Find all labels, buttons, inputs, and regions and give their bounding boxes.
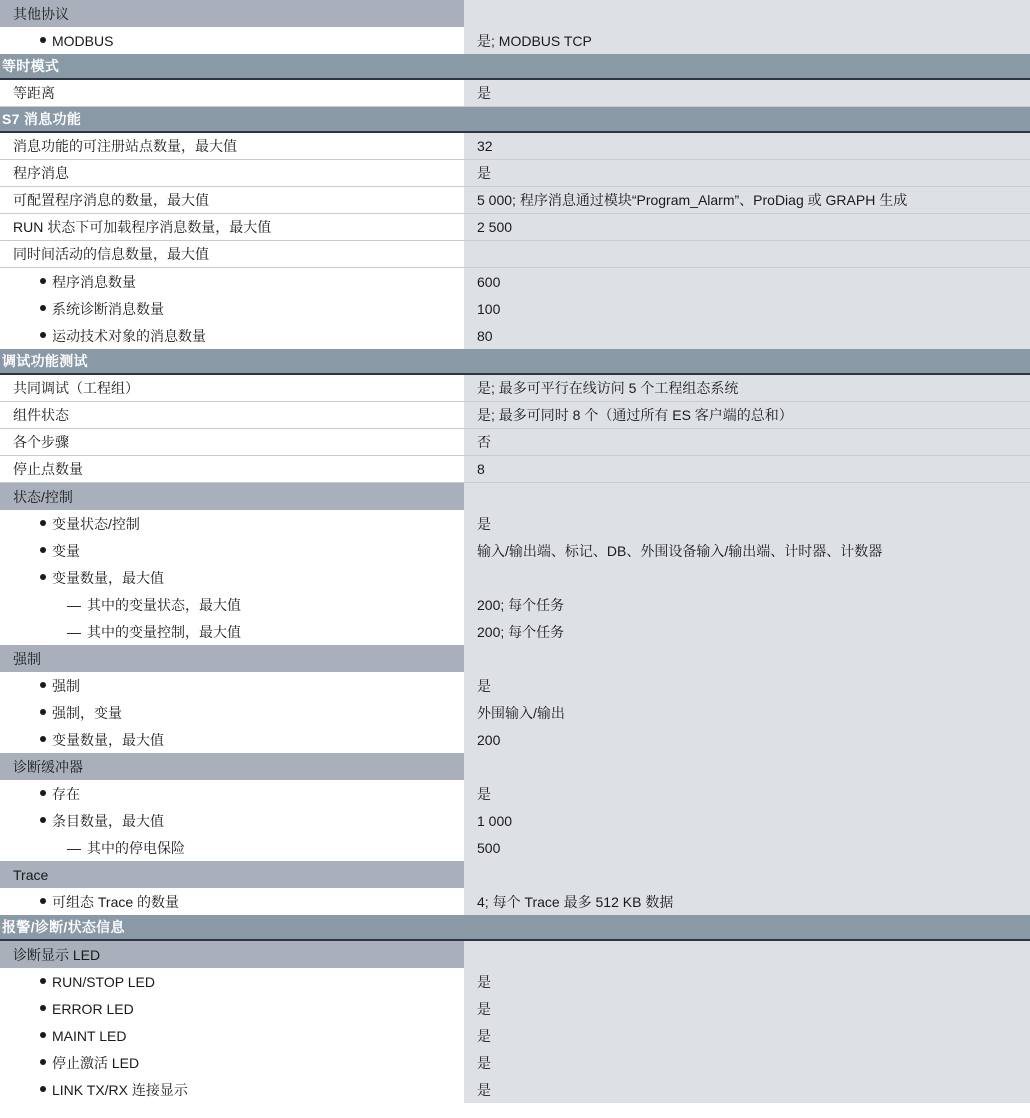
- group-row: [0, 0, 1030, 27]
- bullet-icon: [40, 332, 46, 338]
- spec-label-text: 各个步骤: [13, 434, 69, 450]
- bullet-icon: [40, 682, 46, 688]
- spec-value: 1 000: [464, 807, 1030, 834]
- spec-label: [0, 888, 464, 915]
- spec-label: [0, 618, 464, 645]
- spec-label: [0, 429, 464, 455]
- bullet-icon: [40, 1005, 46, 1011]
- spec-label: [0, 160, 464, 186]
- spec-label: [0, 1076, 464, 1103]
- spec-label-text: 存在: [52, 785, 80, 802]
- bullet-icon: [40, 1059, 46, 1065]
- spec-row: [0, 995, 1030, 1022]
- spec-label-text: 其中的变量控制，最大值: [87, 623, 241, 640]
- bullet-icon: [40, 1086, 46, 1092]
- spec-label-text: 消息功能的可注册站点数量，最大值: [13, 138, 237, 154]
- spec-value: 是; 最多可平行在线访问 5 个工程组态系统: [464, 375, 1030, 401]
- spec-row: [0, 322, 1030, 349]
- bullet-icon: [40, 790, 46, 796]
- spec-row: [0, 375, 1030, 402]
- spec-value: [464, 483, 1030, 510]
- spec-row: [0, 807, 1030, 834]
- spec-label-text: 强制: [13, 650, 41, 667]
- spec-row: [0, 214, 1030, 241]
- spec-value: 是: [464, 80, 1030, 106]
- section-header: [0, 107, 1030, 133]
- spec-value: [464, 861, 1030, 888]
- spec-value: 是: [464, 995, 1030, 1022]
- bullet-icon: [40, 520, 46, 526]
- spec-value: 是; MODBUS TCP: [464, 27, 1030, 54]
- spec-label: [0, 861, 464, 888]
- spec-row: [0, 268, 1030, 295]
- section-header: [0, 54, 1030, 80]
- dash-icon: —: [67, 839, 81, 856]
- spec-label: [0, 375, 464, 401]
- spec-value: 是: [464, 1049, 1030, 1076]
- group-row: [0, 941, 1030, 968]
- spec-value: 2 500: [464, 214, 1030, 240]
- spec-label-text: 变量数量，最大值: [52, 731, 164, 748]
- spec-label: [0, 672, 464, 699]
- spec-label-text: 变量数量，最大值: [52, 569, 164, 586]
- spec-label-text: 其他协议: [13, 5, 69, 22]
- spec-row: [0, 672, 1030, 699]
- spec-value: 8: [464, 456, 1030, 482]
- spec-label-text: 诊断显示 LED: [13, 946, 101, 963]
- spec-row: [0, 726, 1030, 753]
- spec-value: 是: [464, 510, 1030, 537]
- spec-value: [464, 241, 1030, 267]
- spec-label: [0, 80, 464, 106]
- spec-label-text: 其中的停电保险: [87, 839, 185, 856]
- spec-row: [0, 133, 1030, 160]
- section-title: 报警/诊断/状态信息: [2, 919, 125, 935]
- spec-value: 是: [464, 780, 1030, 807]
- spec-label-text: 停止激活 LED: [52, 1054, 140, 1071]
- dash-icon: —: [67, 623, 81, 640]
- spec-label: [0, 753, 464, 780]
- spec-row: [0, 429, 1030, 456]
- group-row: [0, 483, 1030, 510]
- spec-value: 是; 最多可同时 8 个（通过所有 ES 客户端的总和）: [464, 402, 1030, 428]
- spec-label: [0, 510, 464, 537]
- spec-label-text: 程序消息: [13, 165, 69, 181]
- spec-row: [0, 402, 1030, 429]
- spec-row: [0, 295, 1030, 322]
- section-title: S7 消息功能: [2, 111, 82, 127]
- group-row: [0, 861, 1030, 888]
- spec-value: 外围输入/输出: [464, 699, 1030, 726]
- spec-value: [464, 564, 1030, 591]
- spec-label: [0, 27, 464, 54]
- spec-value: 5 000; 程序消息通过模块“Program_Alarm”、ProDiag 或 GRAPH 生成: [464, 187, 1030, 213]
- spec-label: [0, 187, 464, 213]
- spec-label-text: ERROR LED: [52, 1000, 134, 1017]
- group-row: [0, 645, 1030, 672]
- bullet-icon: [40, 574, 46, 580]
- spec-row: [0, 564, 1030, 591]
- spec-label: [0, 322, 464, 349]
- spec-value: [464, 941, 1030, 968]
- spec-label-text: 程序消息数量: [52, 273, 136, 290]
- spec-value: 600: [464, 268, 1030, 295]
- spec-label-text: 条目数量，最大值: [52, 812, 164, 829]
- spec-value: 是: [464, 1076, 1030, 1103]
- spec-label: [0, 402, 464, 428]
- spec-label: [0, 268, 464, 295]
- spec-label-text: 可组态 Trace 的数量: [52, 893, 180, 910]
- spec-label: [0, 995, 464, 1022]
- group-row: [0, 753, 1030, 780]
- spec-label: [0, 214, 464, 240]
- bullet-icon: [40, 978, 46, 984]
- spec-label: [0, 295, 464, 322]
- bullet-icon: [40, 305, 46, 311]
- spec-label: [0, 133, 464, 159]
- spec-row: [0, 699, 1030, 726]
- spec-label-text: 状态/控制: [13, 488, 73, 505]
- spec-row: [0, 80, 1030, 107]
- spec-label: [0, 726, 464, 753]
- spec-row: [0, 591, 1030, 618]
- spec-value: 500: [464, 834, 1030, 861]
- spec-row: [0, 456, 1030, 483]
- section-title: 等时模式: [2, 58, 60, 74]
- spec-row: [0, 510, 1030, 537]
- spec-row: [0, 160, 1030, 187]
- spec-row: [0, 780, 1030, 807]
- spec-row: [0, 187, 1030, 214]
- spec-value: 4; 每个 Trace 最多 512 KB 数据: [464, 888, 1030, 915]
- spec-label: [0, 807, 464, 834]
- bullet-icon: [40, 37, 46, 43]
- spec-value: 是: [464, 968, 1030, 995]
- spec-label-text: 组件状态: [13, 407, 69, 423]
- section-title: 调试功能测试: [2, 353, 88, 369]
- section-header: [0, 915, 1030, 941]
- spec-row: [0, 1076, 1030, 1103]
- spec-label-text: 运动技术对象的消息数量: [52, 327, 206, 344]
- spec-label-text: 诊断缓冲器: [13, 758, 83, 775]
- spec-label-text: RUN/STOP LED: [52, 973, 155, 990]
- spec-label-text: 停止点数量: [13, 461, 83, 477]
- spec-label: [0, 780, 464, 807]
- bullet-icon: [40, 898, 46, 904]
- spec-label-text: 等距离: [13, 85, 55, 101]
- spec-label-text: 变量状态/控制: [52, 515, 140, 532]
- spec-label: [0, 564, 464, 591]
- spec-label-text: LINK TX/RX 连接显示: [52, 1081, 188, 1098]
- bullet-icon: [40, 736, 46, 742]
- spec-row: [0, 834, 1030, 861]
- spec-value: 是: [464, 160, 1030, 186]
- bullet-icon: [40, 1032, 46, 1038]
- spec-label: [0, 537, 464, 564]
- spec-label: [0, 0, 464, 27]
- dash-icon: —: [67, 596, 81, 613]
- spec-label: [0, 483, 464, 510]
- spec-row: [0, 1049, 1030, 1076]
- spec-label-text: 其中的变量状态，最大值: [87, 596, 241, 613]
- spec-label: [0, 645, 464, 672]
- spec-value: [464, 0, 1030, 27]
- spec-value: 是: [464, 1022, 1030, 1049]
- spec-label-text: 强制，变量: [52, 704, 122, 721]
- spec-row: [0, 1022, 1030, 1049]
- spec-value: 80: [464, 322, 1030, 349]
- spec-value: 32: [464, 133, 1030, 159]
- spec-row: [0, 888, 1030, 915]
- spec-label: [0, 1022, 464, 1049]
- spec-label-text: 共同调试（工程组）: [13, 380, 139, 396]
- spec-label-text: 系统诊断消息数量: [52, 300, 164, 317]
- bullet-icon: [40, 547, 46, 553]
- spec-label: [0, 968, 464, 995]
- spec-value: 200: [464, 726, 1030, 753]
- spec-label: [0, 456, 464, 482]
- spec-row: [0, 537, 1030, 564]
- spec-value: 200; 每个任务: [464, 618, 1030, 645]
- bullet-icon: [40, 709, 46, 715]
- section-header: [0, 349, 1030, 375]
- spec-row: [0, 241, 1030, 268]
- spec-label: [0, 241, 464, 267]
- spec-label-text: MODBUS: [52, 32, 114, 49]
- spec-value: 输入/输出端、标记、DB、外围设备输入/输出端、计时器、计数器: [464, 537, 1030, 564]
- spec-value: [464, 753, 1030, 780]
- spec-label: [0, 591, 464, 618]
- spec-label: [0, 1049, 464, 1076]
- spec-label-text: 同时间活动的信息数量，最大值: [13, 246, 209, 262]
- spec-row: [0, 27, 1030, 54]
- spec-label: [0, 941, 464, 968]
- bullet-icon: [40, 278, 46, 284]
- spec-label-text: Trace: [13, 866, 49, 883]
- spec-value: [464, 645, 1030, 672]
- spec-value: 否: [464, 429, 1030, 455]
- spec-value: 100: [464, 295, 1030, 322]
- spec-label-text: 可配置程序消息的数量，最大值: [13, 192, 209, 208]
- spec-row: [0, 618, 1030, 645]
- spec-label-text: 强制: [52, 677, 80, 694]
- bullet-icon: [40, 817, 46, 823]
- spec-value: 200; 每个任务: [464, 591, 1030, 618]
- spec-label-text: 变量: [52, 542, 80, 559]
- spec-row: [0, 968, 1030, 995]
- spec-label-text: MAINT LED: [52, 1027, 127, 1044]
- spec-label: [0, 699, 464, 726]
- spec-label: [0, 834, 464, 861]
- spec-label-text: RUN 状态下可加载程序消息数量，最大值: [13, 219, 272, 235]
- spec-value: 是: [464, 672, 1030, 699]
